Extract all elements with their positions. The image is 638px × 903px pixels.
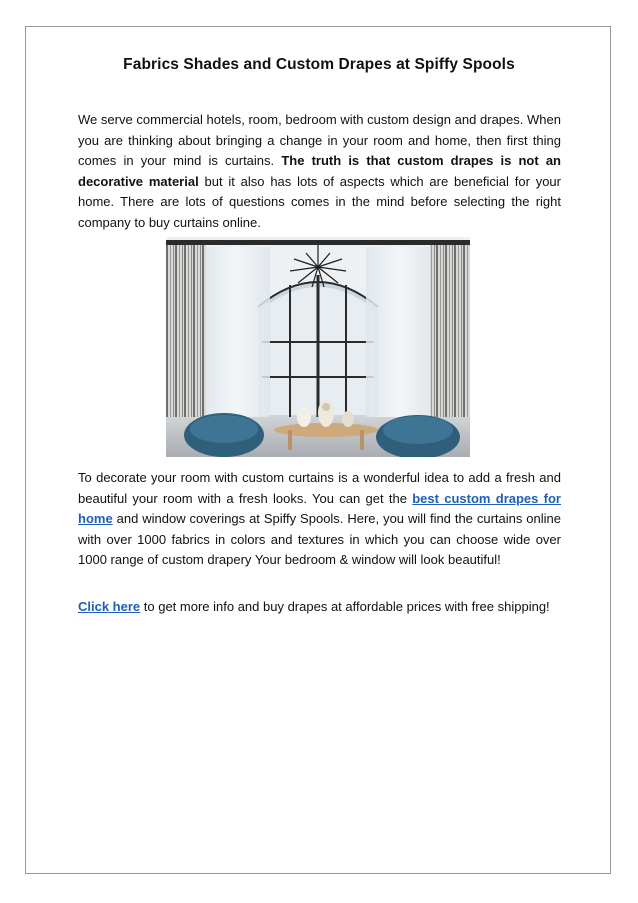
- page-title: Fabrics Shades and Custom Drapes at Spiffy Spools: [123, 56, 515, 73]
- body-paragraph: [78, 468, 561, 571]
- intro-text-2: but it also has lots of aspects which are beneficial for your home. There are lots of questions comes in the mind before selecting the right company to buy curtains online.: [78, 173, 561, 230]
- cta-paragraph: [78, 597, 561, 618]
- body-text-2: and window coverings at Spiffy Spools. Here, you will find the curtains online with over 1000 fabrics in colors and textures in which you can choose wide over 1000 range of custom drapery Your bedroom & window will look beautiful!: [78, 511, 561, 568]
- intro-text-1: We serve commercial hotels, room, bedroom with custom design and drapes. When you are thinking about bringing a change in your room and home, then first thing comes in your mind is curtains.: [78, 112, 561, 169]
- intro-paragraph: [78, 110, 561, 234]
- click-here-link[interactable]: Click here: [78, 599, 141, 614]
- cta-text: to get more info and buy drapes at affordable prices with free shipping!: [140, 599, 550, 614]
- intro-bold-text: The truth is that custom drapes is not an decorative material: [78, 153, 561, 189]
- curtain-room-illustration: [166, 237, 470, 457]
- best-custom-drapes-link[interactable]: best custom drapes for home: [78, 490, 561, 527]
- body-text-1: To decorate your room with custom curtains is a wonderful idea to add a fresh and beautiful your room with a fresh looks. You can get the: [78, 470, 561, 506]
- room-photo: [166, 237, 470, 457]
